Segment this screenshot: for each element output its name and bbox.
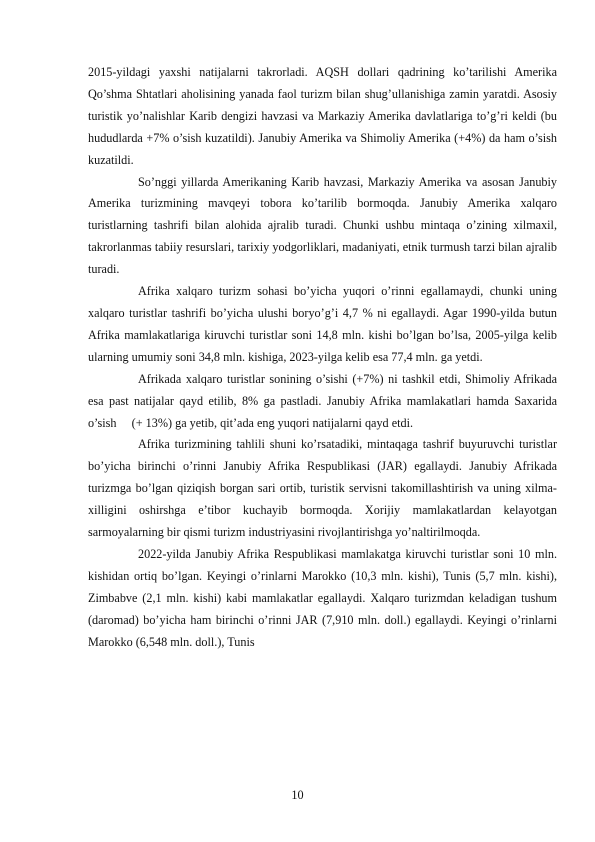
paragraph-1: 2015-yildagi yaxshi natijalarni takrorladi. AQSH dollari qadrining ko’tarilishi Amerika Qo’shma Shtatlari aholisining yanada faol turizm bilan shug’ullanishiga zamin yaratdi. Asosiy turistik yo’nalishlar Karib dengizi havzasi va Markaziy Amerika davlatlariga to’g’ri keldi (bu hududlarda +7% o’sish kuzatildi). Janubiy Amerika va Shimoliy Amerika (+4%) da ham o’sish kuzatildi. bbox=[88, 65, 557, 167]
paragraph-4: Afrikada xalqaro turistlar sonining o’sishi (+7%) ni tashkil etdi, Shimoliy Afrikada esa past natijalar qayd etilib, 8% ga pastladi. Janubiy Afrika mamlakatlari hamda Saxarida o’sish (+ 13%) ga yetib, qit’ada eng yuqori natijalarni qayd etdi. bbox=[88, 371, 561, 430]
paragraph-6: 2022-yilda Janubiy Afrika Respublikasi mamlakatga kiruvchi turistlar soni 10 mln. kishidan ortiq bo’lgan. Keyingi o’rinlarni Marokko (10,3 mln. kishi), Tunis (5,7 mln. kishi), Zimbabve (2,1 mln. kishi) kabi mamlakatlar egallaydi. Xalqaro turizmdan keladigan tushum (daromad) bo’yicha ham birinchi o’rinni JAR (7,910 mln. doll.) egallaydi. Keyingi o’rinlarni Marokko (6,548 mln. doll.), Tunis bbox=[88, 546, 557, 649]
paragraph-5: Afrika turizmining tahlili shuni ko’rsatadiki, mintaqaga tashrif buyuruvchi turistlar bo’yicha birinchi o’rinni Janubiy Afrika Respublikasi (JAR) egallaydi. Janubiy Afrikada turizmga bo’lgan qiziqish borgan sari ortib, turistik servisni takomillashtirish va uning xilma-xilligini oshirshga e’tibor kuchayib bormoqda. Xorijiy mamlakatlardan kelayotgan sarmoyalarning bir qismi turizm industriyasini rivojlantirishga yo’naltirilmoqda. bbox=[88, 437, 557, 540]
paragraph-3: Afrika xalqaro turizm sohasi bo’yicha yuqori o’rinni egallamaydi, chunki uning xalqaro turistlar tashrifi bo’yicha ulushi boryo’g’i 4,7 % ni egallaydi. Agar 1990-yilda butun Afrika mamlakatlariga kiruvchi turistlar soni 14,8 mln. kishi bo’lgan bo’lsa, 2005-yilga kelib ularning umumiy soni 34,8 mln. kishiga, 2023-yilga kelib esa 77,4 mln. ga yetdi. bbox=[88, 284, 557, 364]
paragraph-2: So’nggi yillarda Amerikaning Karib havzasi, Markaziy Amerika va asosan Janubiy Amerika turizmining mavqeyi tobora ko’tarilib bormoqda. Janubiy Amerika xalqaro turistlarning tashrifi bilan alohida ajralib turadi. Chunki ushbu mintaqa o’zining xilmaxil, takrorlanmas tabiiy resurslari, tarixiy yodgorliklari, madaniyati, etnik turmush tarzi bilan ajralib turadi. bbox=[88, 174, 557, 277]
document-page bbox=[88, 62, 561, 653]
page-number: 10 bbox=[291, 788, 304, 802]
